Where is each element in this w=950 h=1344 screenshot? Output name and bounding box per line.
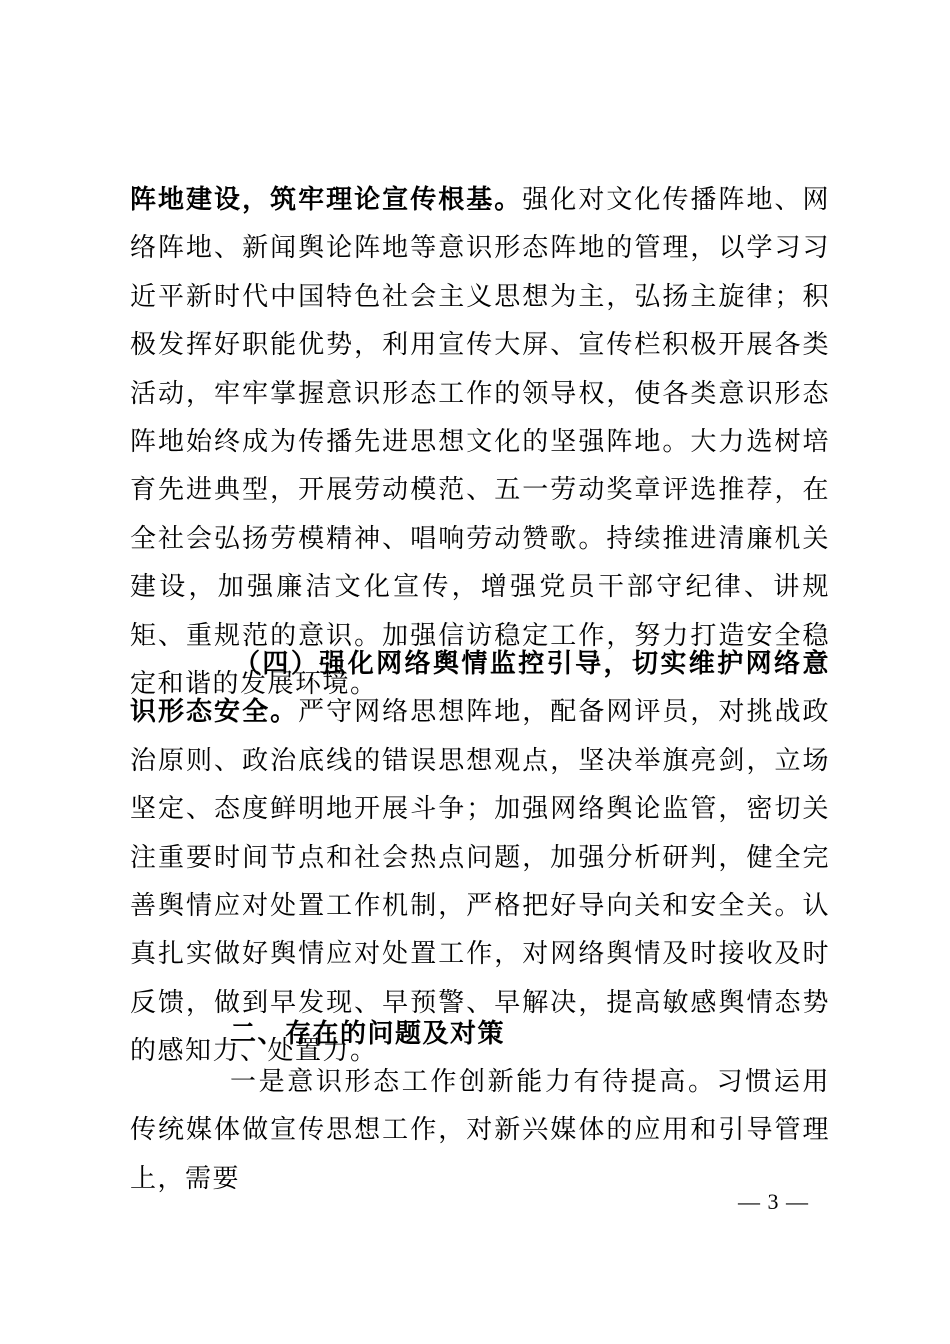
paragraph-1 xyxy=(130,176,830,708)
section-heading: 二、存在的问题及对策 xyxy=(230,1019,506,1049)
paragraph-1-lead: 阵地建设，筑牢理论宣传根基。 xyxy=(130,185,523,215)
page-number: — 3 — xyxy=(738,1189,809,1214)
paragraph-2-lead: （四）强化网络舆情监控引导，切实维护网络意识形态安全。 xyxy=(130,649,830,728)
paragraph-3 xyxy=(130,1058,830,1203)
paragraph-3-text: 一是意识形态工作创新能力有待提高。习惯运用传统媒体做宣传思想工作，对新兴媒体的应用和引导管理上，需要 xyxy=(130,1067,830,1194)
paragraph-1-text xyxy=(130,176,830,708)
paragraph-2-body: 严守网络思想阵地，配备网评员，对挑战政治原则、政治底线的错误思想观点，坚决举旗亮剑，立场坚定、态度鲜明地开展斗争；加强网络舆论监管，密切关注重要时间节点和社会热点问题，加强分析研判，健全完善舆情应对处置工作机制，严格把好导向关和安全关。认真扎实做好舆情应对处置工作，对网络舆情及时接收及时反馈，做到早发现、早预警、早解决，提高敏感舆情态势的感知力、处置力。 xyxy=(130,697,830,1067)
paragraph-1-body: 强化对文化传播阵地、网络阵地、新闻舆论阵地等意识形态阵地的管理，以学习习近平新时代中国特色社会主义思想为主，弘扬主旋律；积极发挥好职能优势，利用宣传大屏、宣传栏积极开展各类活动，牢牢掌握意识形态工作的领导权，使各类意识形态阵地始终成为传播先进思想文化的坚强阵地。大力选树培育先进典型，开展劳动模范、五一劳动奖章评选推荐，在全社会弘扬劳模精神、唱响劳动赞歌。持续推进清廉机关建设，加强廉洁文化宣传，增强党员干部守纪律、讲规矩、重规范的意识。加强信访稳定工作，努力打造安全稳定和谐的发展环境。 xyxy=(130,185,830,700)
section-heading-block xyxy=(130,1010,830,1058)
